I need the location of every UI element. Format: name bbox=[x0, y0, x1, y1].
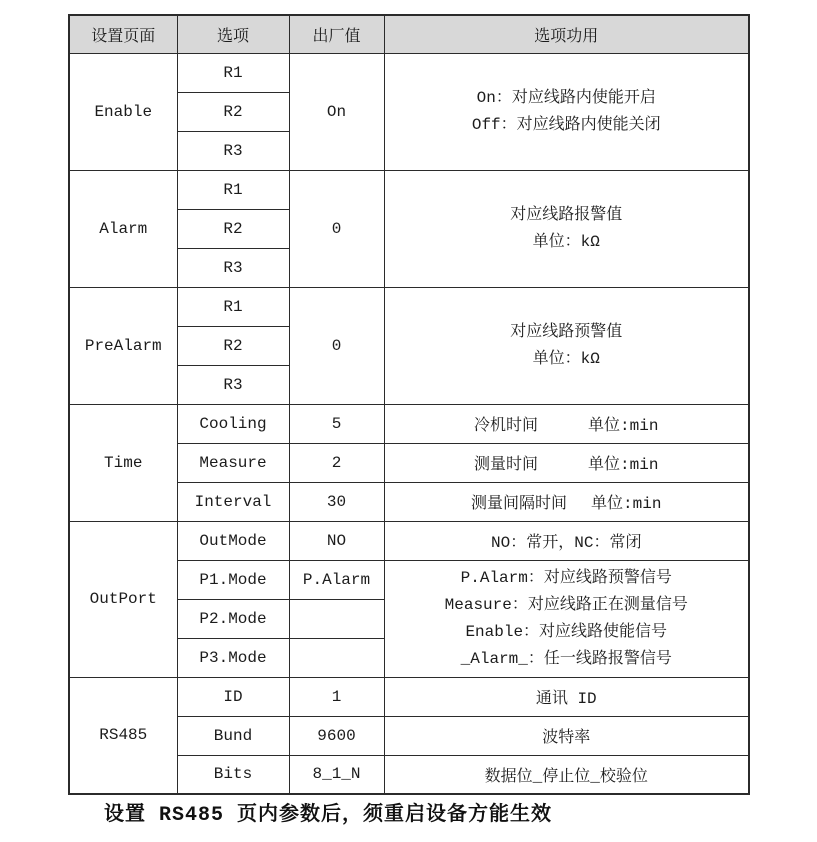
enable-option-r1: R1 bbox=[177, 53, 289, 92]
rs485-func-id-cell: 通讯 ID bbox=[384, 677, 749, 716]
outport-option-outmode: OutMode bbox=[177, 521, 289, 560]
time-func-interval-label: 测量间隔时间 bbox=[471, 495, 568, 513]
time-default-cooling: 5 bbox=[289, 404, 384, 443]
enable-func-cell bbox=[384, 53, 749, 170]
enable-func-line-off: Off：对应线路内使能关闭 bbox=[471, 115, 661, 134]
enable-default-cell: On bbox=[289, 53, 384, 170]
prealarm-option-r2: R2 bbox=[177, 326, 289, 365]
restart-required-note: 设置 RS485 页内参数后，须重启设备方能生效 bbox=[104, 804, 553, 827]
prealarm-page-cell: PreAlarm bbox=[69, 287, 177, 404]
time-func-measure-cell bbox=[384, 443, 749, 482]
time-func-cooling-cell bbox=[384, 404, 749, 443]
outport-default-p3mode bbox=[289, 638, 384, 677]
outport-default-outmode: NO bbox=[289, 521, 384, 560]
prealarm-func-unit: 单位：kΩ bbox=[532, 349, 600, 368]
rs485-func-bund-cell: 波特率 bbox=[384, 716, 749, 755]
outport-pfunc-alarm: _Alarm_：任一线路报警信号 bbox=[460, 649, 672, 668]
table-row bbox=[69, 170, 749, 209]
rs485-option-id: ID bbox=[177, 677, 289, 716]
alarm-default-cell: 0 bbox=[289, 170, 384, 287]
table-row bbox=[69, 677, 749, 716]
header-col-function: 选项功用 bbox=[384, 15, 749, 53]
outport-func-outmode-cell: NO：常开，NC：常闭 bbox=[384, 521, 749, 560]
rs485-default-bits: 8_1_N bbox=[289, 755, 384, 794]
time-func-interval-cell bbox=[384, 482, 749, 521]
prealarm-default-cell: 0 bbox=[289, 287, 384, 404]
table-row bbox=[69, 521, 749, 560]
enable-option-r3: R3 bbox=[177, 131, 289, 170]
prealarm-func-cell bbox=[384, 287, 749, 404]
rs485-func-bits-cell: 数据位_停止位_校验位 bbox=[384, 755, 749, 794]
time-option-cooling: Cooling bbox=[177, 404, 289, 443]
rs485-page-cell: RS485 bbox=[69, 677, 177, 794]
table-row bbox=[69, 287, 749, 326]
enable-func-line-on: On：对应线路内使能开启 bbox=[476, 88, 656, 107]
alarm-option-r2: R2 bbox=[177, 209, 289, 248]
alarm-func-unit: 单位：kΩ bbox=[532, 232, 600, 251]
outport-option-p2mode: P2.Mode bbox=[177, 599, 289, 638]
time-func-cooling-label: 冷机时间 bbox=[474, 417, 539, 435]
prealarm-func-desc: 对应线路预警值 bbox=[510, 322, 623, 341]
outport-pfunc-palarm: P.Alarm：对应线路预警信号 bbox=[460, 568, 672, 587]
alarm-page-cell: Alarm bbox=[69, 170, 177, 287]
time-default-measure: 2 bbox=[289, 443, 384, 482]
header-col-option: 选项 bbox=[177, 15, 289, 53]
outport-pfunc-measure: Measure：对应线路正在测量信号 bbox=[444, 595, 688, 614]
alarm-option-r3: R3 bbox=[177, 248, 289, 287]
prealarm-option-r3: R3 bbox=[177, 365, 289, 404]
enable-option-r2: R2 bbox=[177, 92, 289, 131]
time-func-measure-label: 测量时间 bbox=[474, 456, 539, 474]
rs485-default-bund: 9600 bbox=[289, 716, 384, 755]
rs485-option-bund: Bund bbox=[177, 716, 289, 755]
time-func-cooling-unit: 单位:min bbox=[588, 417, 659, 435]
outport-default-p2mode bbox=[289, 599, 384, 638]
settings-table bbox=[68, 14, 750, 795]
header-col-page: 设置页面 bbox=[69, 15, 177, 53]
outport-pfunc-enable: Enable：对应线路使能信号 bbox=[465, 622, 668, 641]
header-row bbox=[69, 15, 749, 53]
outport-default-p1mode: P.Alarm bbox=[289, 560, 384, 599]
time-func-measure-unit: 单位:min bbox=[588, 456, 659, 474]
alarm-option-r1: R1 bbox=[177, 170, 289, 209]
rs485-option-bits: Bits bbox=[177, 755, 289, 794]
time-option-interval: Interval bbox=[177, 482, 289, 521]
header-col-default: 出厂值 bbox=[289, 15, 384, 53]
alarm-func-desc: 对应线路报警值 bbox=[510, 205, 623, 224]
time-option-measure: Measure bbox=[177, 443, 289, 482]
time-func-interval-unit: 单位:min bbox=[591, 495, 662, 513]
table-row bbox=[69, 404, 749, 443]
alarm-func-cell bbox=[384, 170, 749, 287]
outport-page-cell: OutPort bbox=[69, 521, 177, 677]
table-row bbox=[69, 53, 749, 92]
enable-page-cell: Enable bbox=[69, 53, 177, 170]
time-default-interval: 30 bbox=[289, 482, 384, 521]
time-page-cell: Time bbox=[69, 404, 177, 521]
rs485-default-id: 1 bbox=[289, 677, 384, 716]
outport-pmode-func-cell bbox=[384, 560, 749, 677]
outport-option-p1mode: P1.Mode bbox=[177, 560, 289, 599]
outport-option-p3mode: P3.Mode bbox=[177, 638, 289, 677]
prealarm-option-r1: R1 bbox=[177, 287, 289, 326]
